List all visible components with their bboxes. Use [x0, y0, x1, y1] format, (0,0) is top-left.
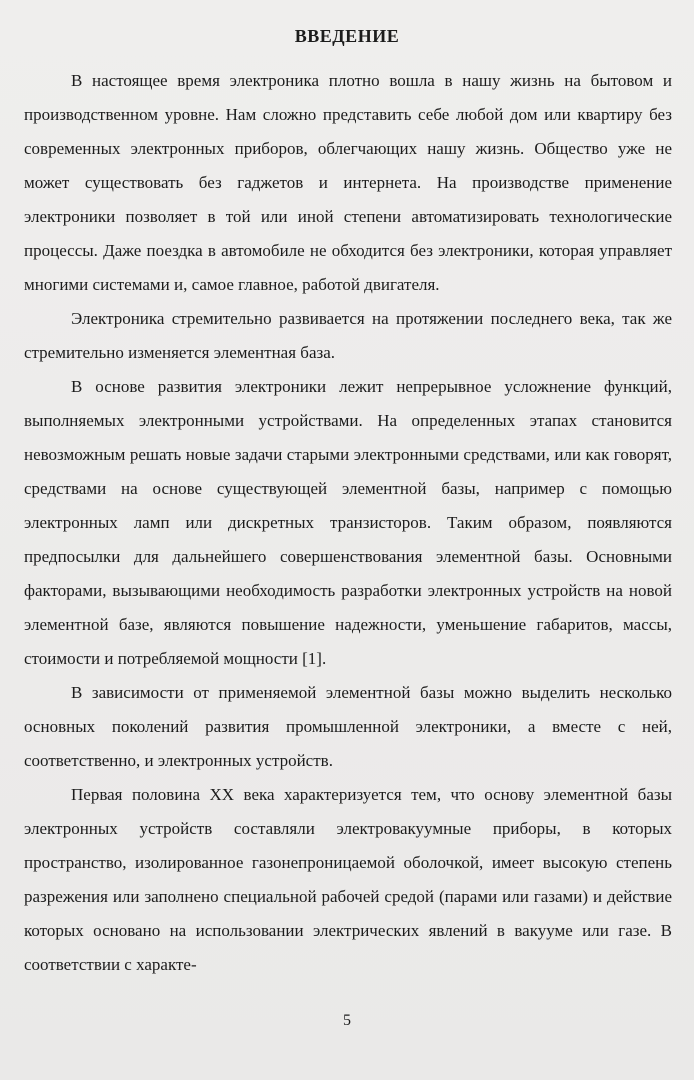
- paragraph-5: Первая половина XX века характеризуется тем, что основу элементной базы электронных устройств составляли электровакуумные приборы, в которых пространство, изолированное газонепроницаемой оболочкой, имеет высокую степень разрежения или заполнено специальной рабочей средой (парами или газами) и действие которых основано на использовании электрических явлений в вакууме или газе. В соответствии с характе-: [24, 785, 672, 974]
- paragraph-2: Электроника стремительно развивается на протяжении последнего века, так же стремительно изменяется элементная база.: [24, 309, 672, 362]
- page-number: 5: [343, 1012, 351, 1029]
- paragraph-4: В зависимости от применяемой элементной базы можно выделить несколько основных поколений развития промышленной электроники, а вместе с ней, соответственно, и электронных устройств.: [24, 683, 672, 770]
- paragraph-1: В настоящее время электроника плотно вошла в нашу жизнь на бытовом и производственном уровне. Нам сложно представить себе любой дом или квартиру без современных электронных приборов, облегчающих нашу жизнь. Общество уже не может существовать без гаджетов и интернета. На производстве применение электроники позволяет в той или иной степени автоматизировать технологические процессы. Даже поездка в автомобиле не обходится без электроники, которая управляет многими системами и, самое главное, работой двигателя.: [24, 71, 672, 294]
- page-heading: ВВЕДЕНИЕ: [294, 26, 400, 46]
- paragraph-3: В основе развития электроники лежит непрерывное усложнение функций, выполняемых электронными устройствами. На определенных этапах становится невозможным решать новые задачи старыми электронными средствами, или как говорят, средствами на основе существующей элементной базы, например с помощью электронных ламп или дискретных транзисторов. Таким образом, появляются предпосылки для дальнейшего совершенствования элементной базы. Основными факторами, вызывающими необходимость разработки электронных устройств на новой элементной базе, являются повышение надежности, уменьшение габаритов, массы, стоимости и потребляемой мощности [1].: [24, 377, 672, 668]
- body-text: [24, 64, 672, 982]
